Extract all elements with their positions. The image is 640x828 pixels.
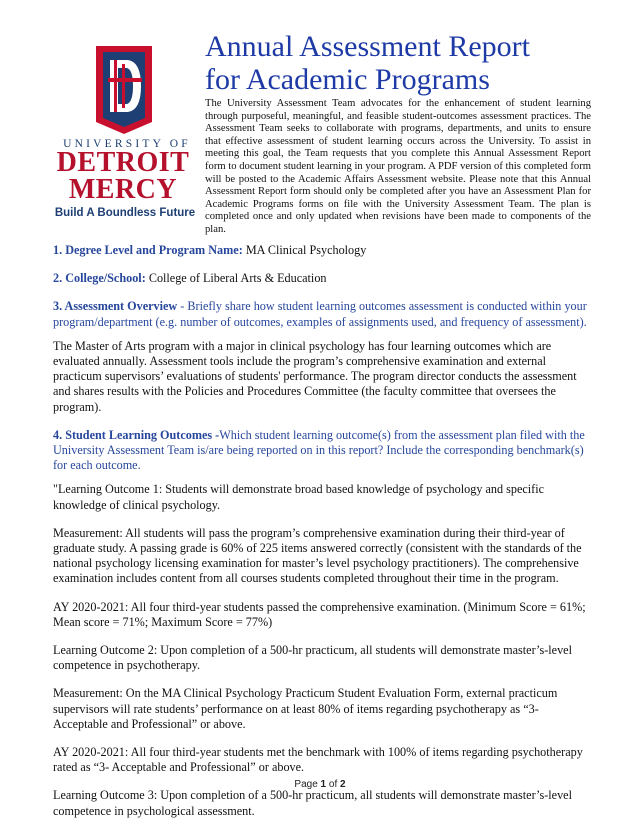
section-3-text: The Master of Arts program with a major in clinical psychology has four learning outcomes which are evaluated annually. Assessment tools include the program’s comprehensive examination and external practicum supervisors’ evaluations of students' performance. The program director conducts the assessment and shares results with the Policies and Procedures Committee (the faculty committee that oversees the program). bbox=[53, 338, 577, 414]
footer-page-word: Page bbox=[294, 779, 321, 790]
result-1: AY 2020-2021: All four third-year students passed the comprehensive examination. (Minimum Score = 61%; Mean score = 71%; Maximum Score = 77%) bbox=[53, 599, 586, 629]
section-degree-level bbox=[53, 243, 593, 258]
title-line-1: Annual Assessment Report bbox=[205, 30, 530, 63]
logo-detroit: DETROIT bbox=[56, 147, 190, 178]
footer-page-total: 2 bbox=[340, 779, 346, 790]
footer-of-word: of bbox=[326, 779, 341, 790]
outcome-2: Learning Outcome 2: Upon completion of a 500-hr practicum, all students will demonstrate master’s-level competence in psychotherapy. bbox=[53, 643, 572, 673]
section-2-value: College of Liberal Arts & Education bbox=[145, 271, 327, 286]
section-assessment-overview bbox=[53, 299, 593, 329]
outcome-1: "Learning Outcome 1: Students will demonstrate broad based knowledge of psychology and specific knowledge of clinical psychology. bbox=[53, 482, 544, 512]
section-4-prompt: Which student learning outcome(s) from the assessment plan filed with the University Assessment Team is/are being reported on in this report? Include the corresponding benchmark(s) for each outcome. bbox=[53, 427, 585, 473]
page-footer bbox=[0, 779, 640, 790]
footer-page-number: 1 bbox=[320, 779, 327, 790]
section-learning-outcomes bbox=[53, 428, 593, 474]
section-1-value: MA Clinical Psychology bbox=[242, 243, 367, 257]
measurement-2: Measurement: On the MA Clinical Psychology Practicum Student Evaluation Form, external practicum supervisors will rate students’ performance on at least 80% of items regarding psychotherapy as “3- Acceptable and Professional” or above. bbox=[53, 686, 558, 731]
logo-tagline: Build A Boundless Future bbox=[54, 207, 196, 219]
section-3-label: 3. Assessment Overview bbox=[53, 299, 178, 314]
result-2: AY 2020-2021: All four third-year students met the benchmark with 100% of items regarding psychotherapy rated as “3- Acceptable and Professional” or above. bbox=[53, 745, 583, 775]
report-body bbox=[53, 243, 593, 828]
section-college bbox=[53, 271, 593, 286]
intro-paragraph: The University Assessment Team advocates for the enhancement of student learning through purposeful, meaningful, and feasible student-outcomes assessment practices. The Assessment Team seeks to collaborate with programs, departments, and units to ensure that effective assessment of student learning occurs across the University. To assist in meeting this goal, the Team requests that you complete this Annual Assessment Report form to document student learning in your program. A PDF version of this completed form will be posted to the Academic Affairs Assessment website. Please note that this Annual Assessment Report form should only be completed after you have an Assessment Plan for Academic Programs forms on file with the University Assessment Team. The plan is completed once and only updated when revisions have been made to components of the plan. bbox=[205, 98, 591, 235]
page-title bbox=[205, 30, 595, 96]
title-line-2: for Academic Programs bbox=[205, 63, 490, 96]
section-2-label: 2. College/School: bbox=[53, 271, 146, 286]
titan-d-logo-icon bbox=[48, 38, 200, 138]
section-3-prompt: - Briefly share how student learning outcomes assessment is conducted within your program/department (e.g. number of outcomes, examples of assignments used, and frequency of assessment). bbox=[53, 299, 587, 329]
logo-mercy: MERCY bbox=[68, 174, 178, 205]
logo-university-of: UNIVERSITY OF bbox=[63, 138, 191, 150]
measurement-1: Measurement: All students will pass the program’s comprehensive examination during their third-year of graduate study. A passing grade is 60% of 225 items answered correctly (consistent with the standards of the national psychology licensing examination for master’s level psychology practitioners). The comprehensive examination includes content from all courses students completed throughout their time in the program. bbox=[53, 525, 582, 586]
outcome-3: Learning Outcome 3: Upon completion of a 500-hr practicum, all students will demonstrate master’s-level competence in psychological assessment. bbox=[53, 788, 572, 818]
section-4-label: 4. Student Learning Outcomes - bbox=[53, 427, 220, 442]
section-1-label: 1. Degree Level and Program Name: bbox=[53, 243, 243, 257]
